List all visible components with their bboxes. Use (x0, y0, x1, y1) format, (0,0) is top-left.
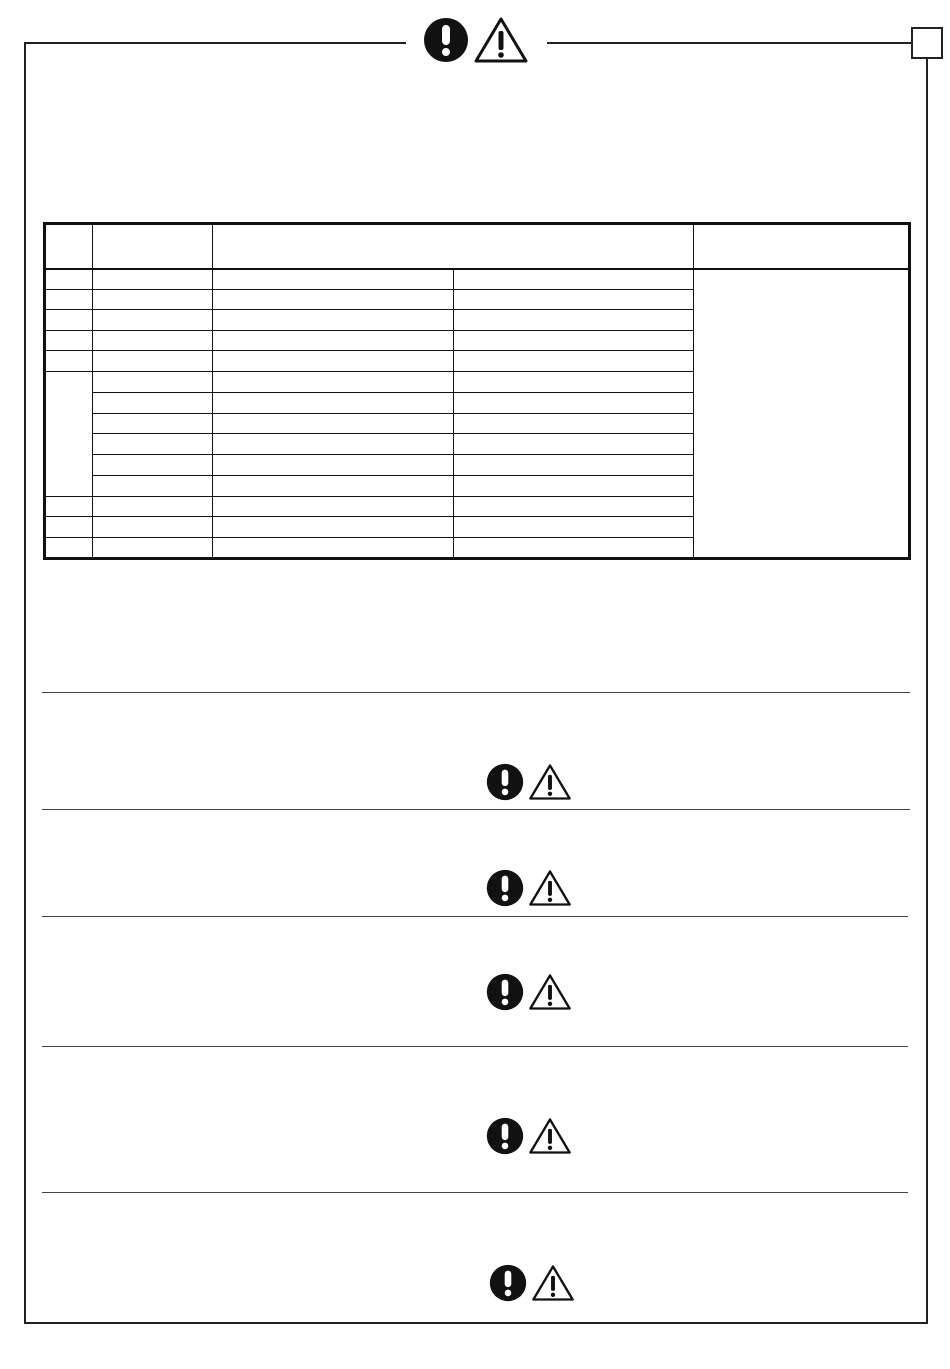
section-icons (486, 1117, 572, 1155)
table-cell (454, 351, 694, 372)
warning-triangle-icon (531, 1264, 575, 1302)
section-icons (486, 763, 572, 801)
table-cell (454, 538, 694, 559)
table-header-cell (213, 224, 694, 269)
table-cell (93, 393, 213, 414)
table-cell (213, 393, 454, 414)
table-cell (213, 414, 454, 434)
warning-triangle-icon (528, 869, 572, 907)
table-cell (45, 517, 93, 538)
table-cell (45, 538, 93, 559)
table-cell (93, 517, 213, 538)
table-cell (454, 372, 694, 393)
specification-table (43, 222, 911, 560)
section-divider (42, 1192, 908, 1193)
table-cell (454, 290, 694, 310)
table-cell (213, 434, 454, 455)
frame-top-right (547, 42, 928, 44)
table-cell (213, 497, 454, 517)
table-cell (213, 269, 454, 290)
table-cell (93, 476, 213, 497)
table-cell (213, 310, 454, 331)
table-cell (93, 414, 213, 434)
mandatory-action-icon (489, 1264, 527, 1302)
table-header-row (45, 224, 910, 269)
table-cell (93, 497, 213, 517)
table-cell (45, 290, 93, 310)
section-divider (42, 692, 910, 693)
table-cell (45, 269, 93, 290)
warning-triangle-icon (528, 1117, 572, 1155)
mandatory-action-icon (423, 17, 469, 63)
header-icons (423, 16, 529, 64)
table-cell (93, 331, 213, 351)
table-cell (213, 290, 454, 310)
table-cell (93, 538, 213, 559)
warning-triangle-icon (473, 16, 529, 64)
frame-top-left (24, 42, 406, 44)
warning-triangle-icon (528, 763, 572, 801)
section-divider (42, 1046, 908, 1047)
table-header-cell (45, 224, 93, 269)
table-cell (213, 331, 454, 351)
mandatory-action-icon (486, 763, 524, 801)
table-cell (454, 476, 694, 497)
table-cell (93, 351, 213, 372)
table-cell (454, 497, 694, 517)
section-icons (486, 869, 572, 907)
table-cell (45, 310, 93, 331)
table-cell (454, 331, 694, 351)
table-cell (454, 434, 694, 455)
table-cell (213, 372, 454, 393)
table-cell (45, 351, 93, 372)
section-divider (42, 809, 910, 810)
frame-left (24, 42, 26, 1324)
table-cell (93, 290, 213, 310)
table-cell (213, 538, 454, 559)
table-cell (93, 269, 213, 290)
table-cell (45, 331, 93, 351)
table-cell (454, 269, 694, 290)
table-cell (454, 393, 694, 414)
page-number-box (911, 27, 943, 59)
table-merged-cell (694, 269, 910, 559)
table-cell (454, 414, 694, 434)
table-row (45, 269, 910, 290)
table-cell (454, 310, 694, 331)
table-cell (93, 455, 213, 476)
section-icons (486, 973, 572, 1011)
table-cell (213, 455, 454, 476)
table-cell (213, 476, 454, 497)
frame-bottom (24, 1322, 928, 1324)
frame-right (926, 42, 928, 1324)
table-cell (454, 455, 694, 476)
section-divider (42, 916, 908, 917)
mandatory-action-icon (486, 869, 524, 907)
table-cell (93, 310, 213, 331)
table-merged-cell (45, 372, 93, 497)
section-icons (489, 1264, 575, 1302)
table-cell (45, 497, 93, 517)
table-cell (93, 434, 213, 455)
table-cell (454, 517, 694, 538)
table-cell (213, 351, 454, 372)
table-cell (213, 517, 454, 538)
table-header-cell (694, 224, 910, 269)
mandatory-action-icon (486, 1117, 524, 1155)
warning-triangle-icon (528, 973, 572, 1011)
table-cell (93, 372, 213, 393)
mandatory-action-icon (486, 973, 524, 1011)
table-header-cell (93, 224, 213, 269)
